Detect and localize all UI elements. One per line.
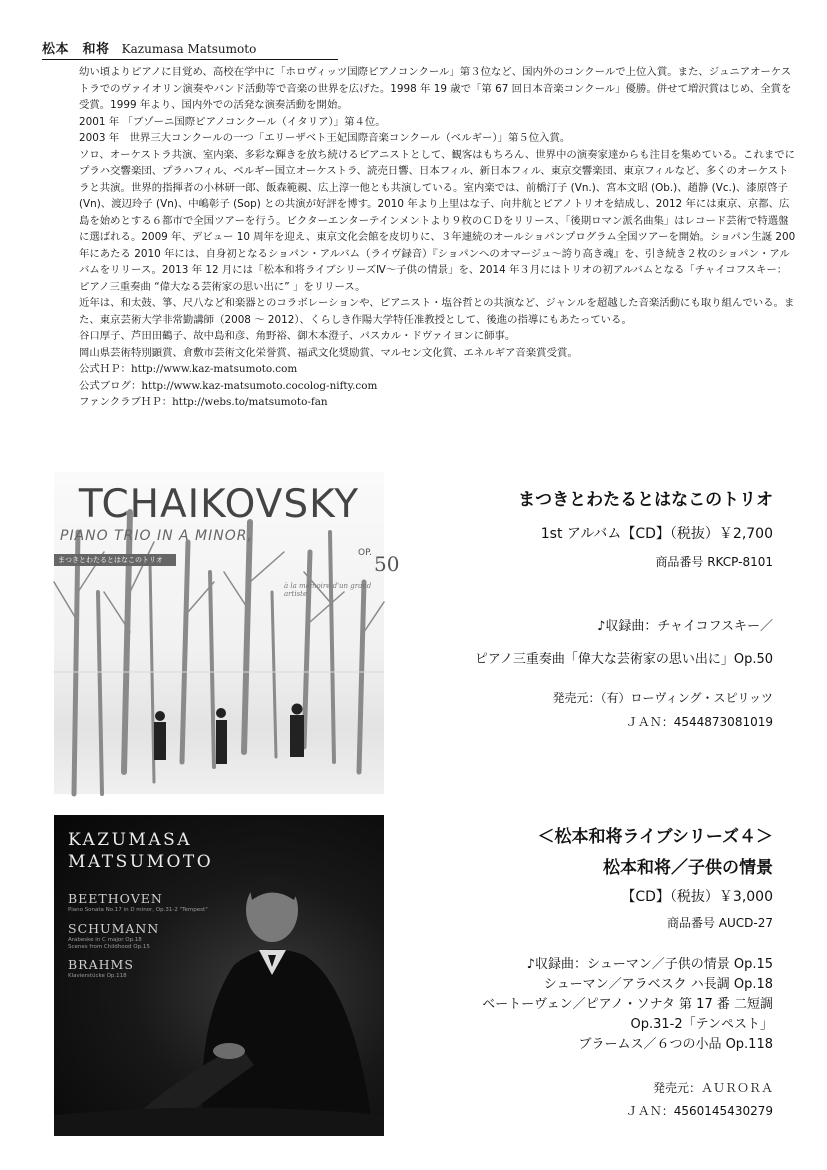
album2-format-price: 【CD】（税抜）￥3,000 [621, 889, 773, 905]
cover-opus-number: 50 [374, 552, 400, 576]
album2-jan: ＪＡＮ：4560145430279 [625, 1104, 773, 1118]
cover-composer-brahms: BRAHMS [68, 957, 134, 972]
album2-track: ベートーヴェン／ピアノ・ソナタ 第 17 番 二短調 [482, 997, 773, 1012]
page-header [42, 38, 338, 60]
album2-tracks [482, 955, 773, 1055]
fanclub-homepage-link[interactable]: ファンクラブＨＰ：http://webs.to/matsumoto-fan [79, 396, 328, 408]
cover-artist-first: KAZUMASA [68, 830, 193, 850]
cover-work-schumann-2: Scenes from Childhood Op.15 [68, 944, 150, 950]
cover-subtitle: PIANO TRIO IN A MINOR, [60, 528, 253, 544]
cover-dedication: à la mémoire d'un grand artiste [284, 582, 372, 598]
artist-name-en: Kazumasa Matsumoto [121, 42, 257, 56]
album1-info [475, 485, 773, 730]
bio-paragraph: 近年は、和太鼓、箏、尺八など和楽器とのコラボレーションや、ピアニスト・塩谷哲との共演など、ジャンルを超越した音楽活動にも取り組んでいる。また、東京芸術大学非常勤講師（2008 ～ 2012）、くらしき作陽大学特任准教授として、後進の指導にもあたっている。 [79, 297, 795, 326]
album-cover-tchaikovsky [54, 472, 400, 794]
album2-title: 松本和将／子供の情景 [603, 858, 773, 878]
cover-work-schumann-1: Arabeske in C major Op.18 [68, 937, 142, 943]
album2-series: ＜松本和将ライブシリーズ４＞ [537, 827, 773, 847]
album2-track: ♪収録曲：シューマン／子供の情景 Op.15 [526, 957, 773, 972]
album2-track: シューマン／アラベスク ハ長調 Op.18 [543, 977, 773, 992]
cover-artist-last: MATSUMOTO [68, 852, 214, 872]
album1-tracks-line1: ♪収録曲：チャイコフスキー／ [597, 619, 773, 634]
bio-paragraph: 2001 年 「ブゾーニ国際ピアノコンクール（イタリア）」第４位。 [79, 115, 386, 128]
album-cover-kazumasa [54, 815, 384, 1136]
album1-tracks-line2: ピアノ三重奏曲「偉大な芸術家の思い出に」Op.50 [474, 652, 773, 667]
cover-opus-prefix: OP. [358, 548, 372, 558]
official-blog-link[interactable]: 公式ブログ：http://www.kaz-matsumoto.cocolog-nifty.com [79, 379, 378, 392]
bio-paragraph: 岡山県芸術特別顕賞、倉敷市芸術文化栄誉賞、福武文化奨励賞、マルセン文化賞、エネルギア音楽賞受賞。 [79, 346, 578, 359]
cover-composer-beethoven: BEETHOVEN [68, 891, 163, 906]
album1-title: まつきとわたるとはなこのトリオ [518, 490, 773, 510]
cover-band-name: まつきとわたるとはなこのトリオ [54, 554, 176, 566]
bio-paragraph: 谷口厚子、芦田田鶴子、故中島和彦、角野裕、御木本澄子、パスカル・ドヴァイヨンに師事。 [79, 330, 516, 342]
cover-work-brahms: Klavierstücke Op.118 [68, 973, 127, 979]
album2-product-number: 商品番号 AUCD-27 [666, 916, 773, 930]
cover-composer-schumann: SCHUMANN [68, 921, 160, 936]
album2-publisher: 発売元：ＡＵＲＯＲＡ [652, 1081, 773, 1095]
album1-product-number: 商品番号 RKCP-8101 [655, 555, 773, 569]
artist-name-jp: 松本 和将 [42, 42, 110, 57]
album1-format-price: 1st アルバム【CD】（税抜）￥2,700 [540, 526, 773, 542]
bio-paragraph: 幼い頃よりピアノに目覚め、高校在学中に「ホロヴィッツ国際ピアノコンクール」第３位など、国内外のコンクールで上位入賞。また、ジュニアオーケストラでのヴァイオリン演奏やバンド活動等で音楽の世界を広げた。1998 年 19 歳で「第 67 回日本音楽コンクール」優勝。併せて増沢賞はじめ、全賞を受賞。1999 年より、国内外での活発な演奏活動を開始。 [79, 66, 792, 111]
album2-info [482, 822, 773, 1119]
album1-publisher: 発売元：（有）ローヴィング・スピリッツ [552, 691, 773, 705]
album2-track: ブラームス／６つの小品 Op.118 [578, 1037, 773, 1052]
album2-track: Op.31-2「テンペスト」 [630, 1017, 773, 1032]
official-homepage-link[interactable]: 公式ＨＰ：http://www.kaz-matsumoto.com [79, 363, 298, 375]
bio-paragraph: 2003 年 世界三大コンクールの一つ「エリーザベト王妃国際音楽コンクール（ベルギー）」第５位入賞。 [79, 132, 571, 144]
biography [79, 64, 797, 411]
cover-artist-name [68, 829, 213, 873]
album1-jan: ＪＡＮ：4544873081019 [625, 715, 773, 729]
bio-paragraph: ソロ、オーケストラ共演、室内楽、多彩な輝きを放ち続けるピアニストとして、観客はもちろん、世界中の演奏家達からも注目を集めている。これまでにプラハ交響楽団、プラハフィル、ベルギー国立オーケストラ、読売日響、日本フィル、新日本フィル、東京交響楽団、東京フィルなど、多くのオーケストラと共演。世界的指揮者の小林研一郎、飯森範親、広上淳一他とも共演している。室内楽では、前橋汀子 (Vn.)、宮本文昭 (Ob.)、趙静 (Vc.)、漆原啓子 (Vn)、渡辺玲子 (Vn)、中嶋彰子 (Sop) との共演が好評を博す。2010 年より上里はな子、向井航とピアノトリオを結成し、2012 年には東京、京都、広島を始めとする６都市で全国ツアーを行う。ビクターエンターテインメントより９枚のＣＤをリリース、「後期ロマン派名曲集」はレコード芸術で特選盤に選ばれる。2009 年、デビュー 10 周年を迎え、東京文化会館を皮切りに、３年連続のオールショパンプログラム全国ツアーを開始。ショパン生誕 200 年にあたる 2010 年には、自身初となるショパン・アルバム（ライヴ録音）『ショパンへのオマージュ～誇り高き魂』を、引き続き２枚のショパン・アルバムをリリース。2013 年 12 月には「松本和将ライブシリーズⅣ～子供の情景」を、2014 年３月にはトリオの初アルバムとなる「チャイコフスキー：ピアノ三重奏曲 “偉大なる芸術家の思い出に” 」をリリース。 [79, 148, 796, 293]
cover-work-beethoven: Piano Sonata No.17 in D minor, Op.31-2 "Tempest" [68, 907, 208, 913]
cover-title: TCHAIKOVSKY [78, 482, 360, 527]
